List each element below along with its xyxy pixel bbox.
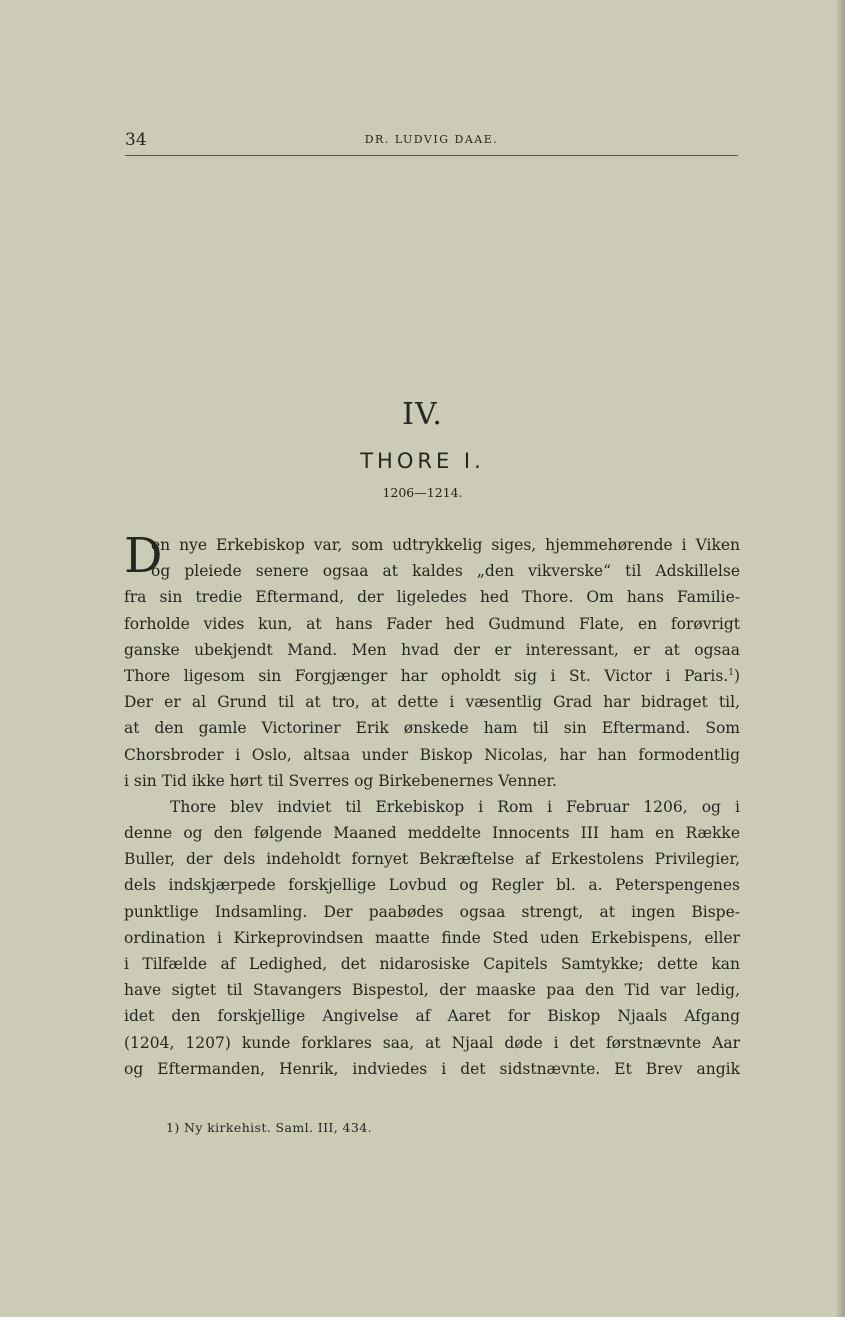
text-line: i Tilfælde af Ledighed, det nidarosiske Capitels Samtykke; dette kan xyxy=(124,955,740,973)
text-line: punktlige Indsamling. Der paabødes ogsaa strengt, at ingen Bispe- xyxy=(124,902,740,921)
text-line: Thore blev indviet til Erkebiskop i Rom i Februar 1206, og i xyxy=(170,797,740,816)
text-line: Der er al Grund til at tro, at dette i væsentlig Grad har bidraget til, xyxy=(124,693,740,712)
text-line: forholde vides kun, at hans Fader hed Gudmund Flate, en forøvrigt xyxy=(124,614,740,633)
footnote-reference: 1 xyxy=(728,667,734,678)
text-line-with-footnote xyxy=(124,663,740,689)
footnote-marker: 1) xyxy=(166,1120,180,1135)
footnote xyxy=(166,1120,372,1135)
text-line: en nye Erkebiskop var, som udtrykkelig siges, hjemmehørende i Viken xyxy=(151,536,740,554)
page-header xyxy=(125,130,738,156)
chapter-number: IV. xyxy=(402,397,443,432)
footnote-text: Ny kirkehist. Saml. III, 434. xyxy=(184,1120,372,1135)
text-fragment: Thore ligesom sin Forgjænger har opholdt sig i St. Victor i Paris. xyxy=(124,666,729,685)
chapter-dates: 1206—1214. xyxy=(382,485,463,500)
text-line: idet den forskjellige Angivelse af Aaret for Biskop Njaals Afgang xyxy=(124,1007,740,1026)
text-line: Chorsbroder i Oslo, altsaa under Biskop Nicolas, har han formodentlig xyxy=(124,745,740,764)
text-line: og Eftermanden, Henrik, indviedes i det sidstnævnte. Et Brev angik xyxy=(124,1059,740,1078)
text-line: at den gamle Victoriner Erik ønskede ham til sin Eftermand. Som xyxy=(124,719,740,738)
footnote-reference-paren: ) xyxy=(733,666,740,685)
page-edge-shadow xyxy=(835,0,845,1317)
text-line: fra sin tredie Eftermand, der ligeledes hed Thore. Om hans Familie- xyxy=(124,588,740,607)
running-head: DR. LUDVIG DAAE. xyxy=(364,133,499,146)
header-rule xyxy=(125,155,738,156)
chapter-title: THORE I. xyxy=(360,449,485,473)
text-line: ordination i Kirkeprovindsen maatte finde Sted uden Erkebispens, eller xyxy=(124,928,740,947)
text-line: ganske ubekjendt Mand. Men hvad der er interessant, er at ogsaa xyxy=(124,640,740,659)
text-line: i sin Tid ikke hørt til Sverres og Birkebenernes Venner. xyxy=(124,771,557,790)
page-number: 34 xyxy=(125,130,147,150)
text-line: Buller, der dels indeholdt fornyet Bekræftelse af Erkestolens Privilegier, xyxy=(124,850,740,869)
text-line: dels indskjærpede forskjellige Lovbud og Regler bl. a. Peterspengenes xyxy=(124,876,740,895)
drop-cap: D xyxy=(124,528,163,584)
body-text xyxy=(124,528,740,1082)
text-line: og pleiede senere ogsaa at kaldes „den vikverske“ til Adskillelse xyxy=(151,562,740,581)
text-line: denne og den følgende Maaned meddelte Innocents III ham en Række xyxy=(124,824,740,843)
paragraph-2 xyxy=(124,794,740,1082)
text-line: have sigtet til Stavangers Bispestol, der maaske paa den Tid var ledig, xyxy=(124,981,740,1000)
paragraph-1 xyxy=(124,528,740,794)
text-line: (1204, 1207) kunde forklares saa, at Njaal døde i det førstnævnte Aar xyxy=(124,1033,740,1052)
